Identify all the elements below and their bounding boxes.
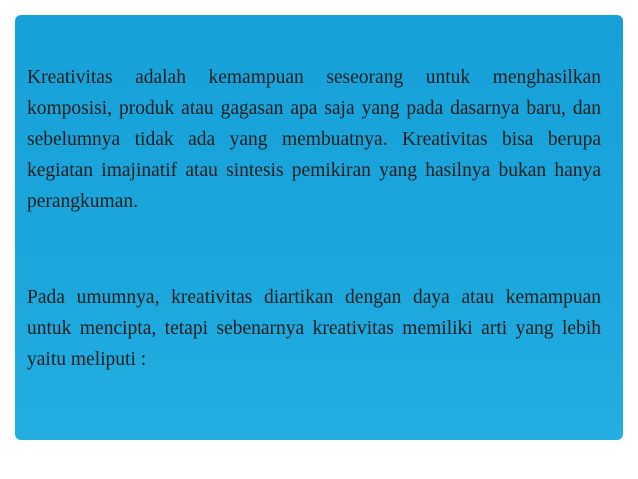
paragraph-definition: Kreativitas adalah kemampuan seseorang untuk menghasilkan komposisi, produk atau gagasan apa saja yang pada dasarnya baru, dan sebelumnya tidak ada yang membuatnya. Kreativitas bisa berupa kegiatan imajinatif atau sintesis pemikiran yang hasilnya bukan hanya perangkuman. bbox=[27, 67, 601, 212]
paragraph-meaning: Pada umumnya, kreativitas diartikan dengan daya atau kemampuan untuk mencipta, tetapi sebenarnya kreativitas memiliki arti yang lebih yaitu meliputi : bbox=[27, 287, 601, 370]
